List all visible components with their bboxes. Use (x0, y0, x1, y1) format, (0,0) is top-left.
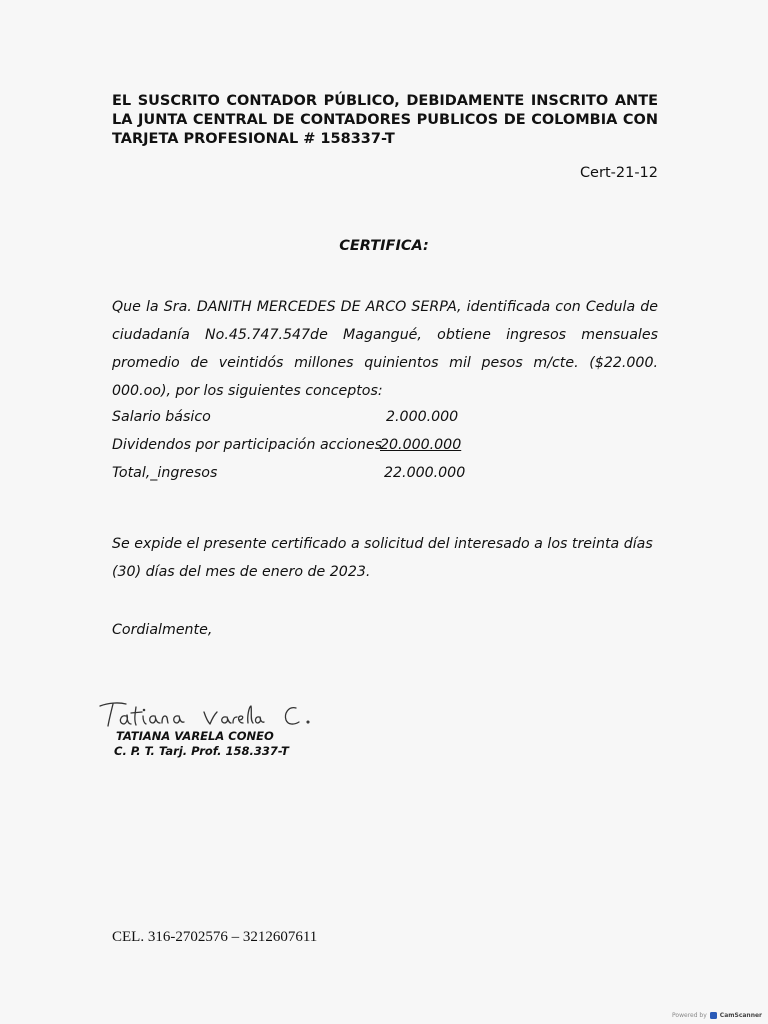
concept-row (112, 431, 532, 459)
concept-value: 20.000.000 (380, 437, 462, 453)
concept-label: Total,_ingresos (112, 465, 218, 481)
concept-label: Salario básico (112, 409, 211, 425)
certificate-number: Cert-21-12 (579, 165, 658, 181)
income-concepts (112, 403, 532, 487)
scanner-watermark (672, 1012, 762, 1019)
regards-text: Cordialmente, (112, 622, 213, 638)
signer-name: TATIANA VARELA CONEO (116, 729, 274, 743)
phone-numbers: CEL. 316-2702576 – 3212607611 (112, 929, 318, 945)
camscanner-logo-icon (710, 1012, 717, 1019)
certifica-title: CERTIFICA: (339, 238, 429, 254)
closing-paragraph: Se expide el presente certificado a solicitud del interesado a los treinta días (30) días del mes de enero de 2023. (112, 536, 653, 580)
concept-row (112, 459, 532, 487)
certificate-body: Que la Sra. DANITH MERCEDES DE ARCO SERPA, identificada con Cedula de ciudadanía No.45.747.547de Magangué, obtiene ingresos mensuales promedio de veintidós millones quinientos mil pesos m/cte. ($22.000. 000.oo), por los siguientes conceptos: (112, 299, 658, 399)
powered-by-text: Powered by (672, 1012, 707, 1019)
concept-value: 22.000.000 (384, 465, 466, 481)
scanner-brand-text: CamScanner (719, 1012, 762, 1019)
document-heading: EL SUSCRITO CONTADOR PÚBLICO, DEBIDAMENTE INSCRITO ANTE LA JUNTA CENTRAL DE CONTADORES PUBLICOS DE COLOMBIA CON TARJETA PROFESIONAL # 158337-T (112, 93, 658, 147)
concept-row (112, 403, 532, 431)
concept-value: 2.000.000 (386, 409, 459, 425)
signer-card: C. P. T. Tarj. Prof. 158.337-T (114, 744, 289, 758)
concept-label: Dividendos por participación acciones (112, 437, 382, 453)
